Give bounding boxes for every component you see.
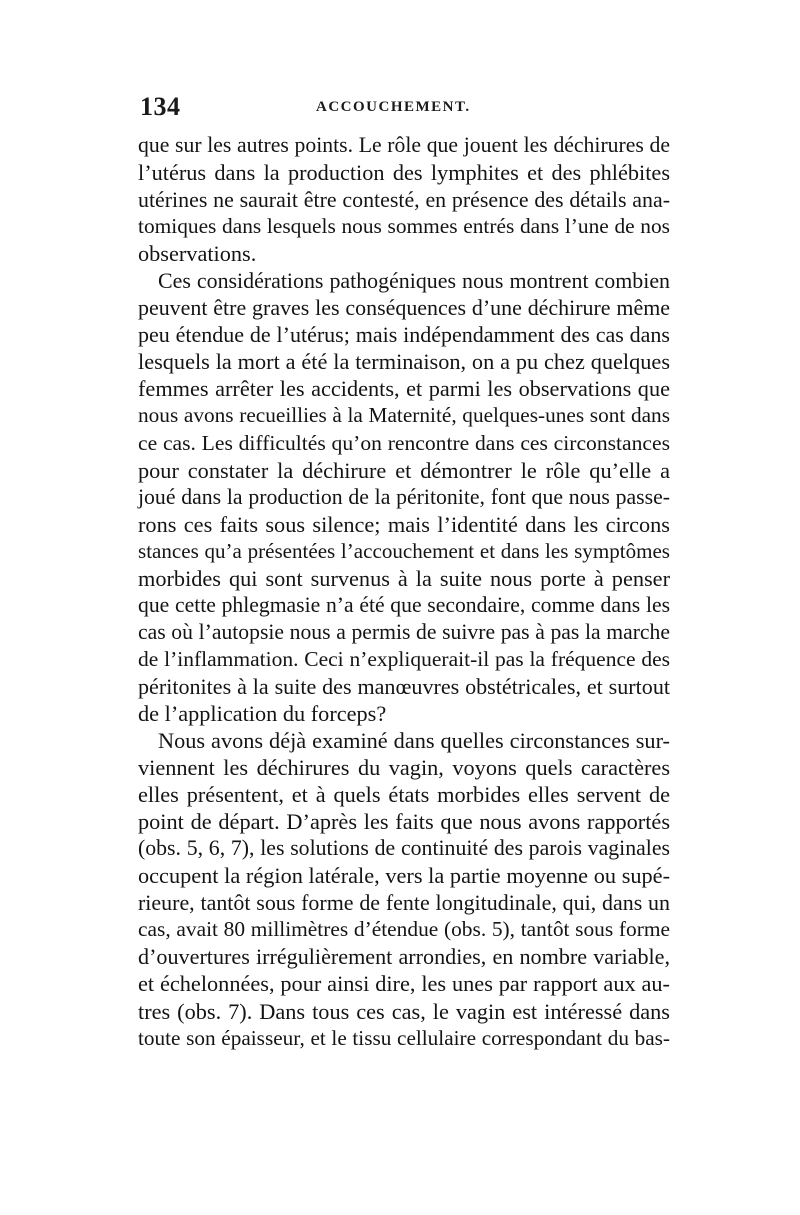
text-line: d’ouvertures irrégulièrement arrondies, en nombre variable, [138, 944, 670, 970]
paragraph-first-line: Nous avons déjà examiné dans quelles circonstances sur- [158, 728, 670, 754]
text-line: morbides qui sont survenus à la suite nous porte à penser [138, 565, 670, 591]
text-line: que cette phlegmasie n’a été que secondaire, comme dans les [138, 592, 670, 617]
text-line: viennent les déchirures du vagin, voyons quels caractères [138, 755, 670, 781]
text-line: que sur les autres points. Le rôle que jouent les déchirures de [138, 133, 670, 157]
text-line: tomiques dans lesquels nous sommes entrés dans l’une de nos [138, 214, 670, 239]
text-line: peu étendue de l’utérus; mais indépendamment des cas dans [138, 322, 670, 348]
running-head: ACCOUCHEMENT. [316, 99, 471, 115]
text-line: (obs. 5, 6, 7), les solutions de continuité des parois vaginales [138, 836, 670, 861]
text-line: tres (obs. 7). Dans tous ces cas, le vagin est intéressé dans [138, 998, 670, 1024]
text-line: cas, avait 80 millimètres d’étendue (obs. 5), tantôt sous forme [138, 917, 670, 942]
page-header [140, 92, 667, 126]
text-line: femmes arrêter les accidents, et parmi les observations que [138, 376, 670, 402]
text-line: peuvent être graves les conséquences d’une déchirure même [138, 295, 670, 321]
text-line: péritonites à la suite des manœuvres obstétricales, et surtout [138, 673, 670, 699]
text-line: nous avons recueillies à la Maternité, quelques-unes sont dans [138, 403, 670, 428]
page-number: 134 [140, 92, 181, 121]
text-line: stances qu’a présentées l’accouchement et dans les symptômes [138, 538, 670, 563]
text-line: occupent la région latérale, vers la partie moyenne ou supé- [138, 863, 670, 889]
text-line: ce cas. Les difficultés qu’on rencontre dans ces circonstances [138, 430, 670, 455]
text-line: rieure, tantôt sous forme de fente longitudinale, qui, dans un [138, 890, 670, 916]
text-line: lesquels la mort a été la terminaison, on a pu chez quelques [138, 349, 670, 375]
text-line: joué dans la production de la péritonite, font que nous passe- [138, 484, 670, 509]
text-line: elles présentent, et à quels états morbides elles servent de [138, 782, 670, 808]
text-line: de l’application du forceps? [138, 700, 387, 726]
text-line: toute son épaisseur, et le tissu cellulaire correspondant du bas- [138, 1025, 670, 1050]
text-line: l’utérus dans la production des lymphites et des phlébites [138, 160, 670, 186]
text-line: observations. [138, 241, 257, 267]
paragraph-first-line: Ces considérations pathogéniques nous montrent combien [158, 268, 670, 294]
body-text [138, 132, 670, 1052]
text-line: utérines ne saurait être contesté, en présence des détails ana- [138, 187, 670, 213]
text-line: et échelonnées, pour ainsi dire, les unes par rapport aux au- [138, 971, 670, 997]
text-line: pour constater la déchirure et démontrer le rôle qu’elle a [138, 457, 670, 483]
text-line: point de départ. D’après les faits que nous avons rapportés [138, 809, 670, 835]
text-line: de l’inflammation. Ceci n’expliquerait-il pas la fréquence des [138, 646, 670, 671]
text-line: rons ces faits sous silence; mais l’identité dans les circons [138, 511, 670, 537]
text-line: cas où l’autopsie nous a permis de suivre pas à pas la marche [138, 619, 670, 644]
